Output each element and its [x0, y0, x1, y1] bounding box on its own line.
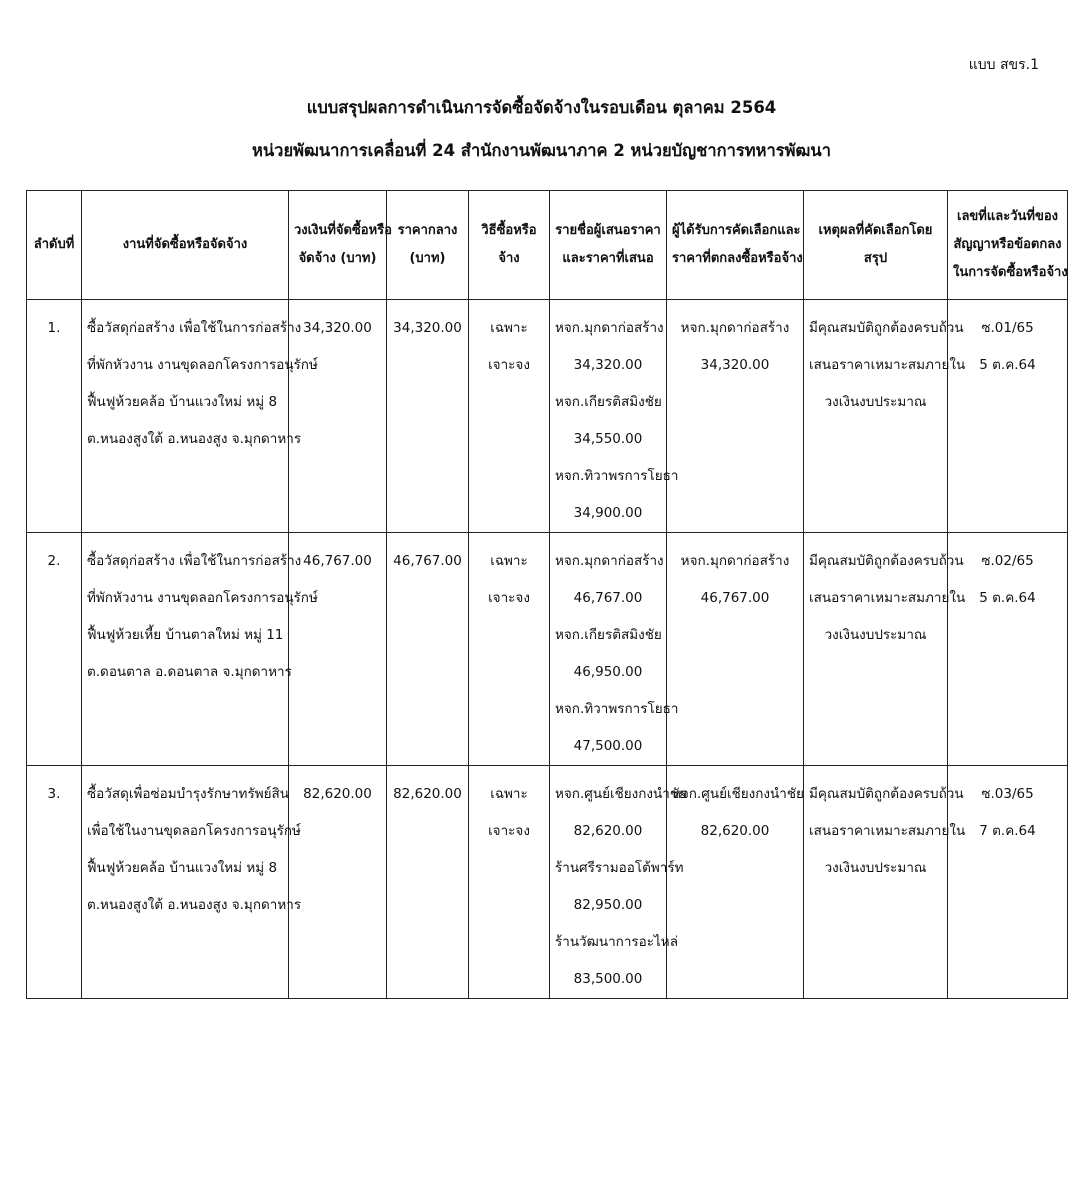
- cell-reason: มีคุณสมบัติถูกต้องครบถ้วน เสนอราคาเหมาะสมภายใน วงเงินงบประมาณ: [804, 766, 948, 999]
- cell-median-price: 34,320.00: [387, 300, 469, 533]
- cell-contract: ซ.03/65 7 ต.ค.64: [948, 766, 1068, 999]
- cell-seq: 3.: [27, 766, 82, 999]
- cell-median-price: 82,620.00: [387, 766, 469, 999]
- procurement-summary-table: [26, 190, 1068, 999]
- header-bidders: รายชื่อผู้เสนอราคา และราคาที่เสนอ: [550, 191, 667, 300]
- table-row: [27, 300, 1068, 533]
- header-contract: เลขที่และวันที่ของ สัญญาหรือข้อตกลง ในการจัดซื้อหรือจ้าง: [948, 191, 1068, 300]
- table-header-row: [27, 191, 1068, 300]
- cell-budget: 34,320.00: [289, 300, 387, 533]
- cell-bidders: หจก.ศูนย์เชียงกงนำชัย 82,620.00 ร้านศรีรามออโต้พาร์ท 82,950.00 ร้านวัฒนาการอะไหล่ 83,500.00: [550, 766, 667, 999]
- cell-work: ซื้อวัสดุก่อสร้าง เพื่อใช้ในการก่อสร้าง ที่พักหัวงาน งานขุดลอกโครงการอนุรักษ์ ฟื้นฟูห้วยเหี้ย บ้านตาลใหม่ หมู่ 11 ต.ดอนตาล อ.ดอนตาล จ.มุกดาหาร: [82, 533, 289, 766]
- cell-median-price: 46,767.00: [387, 533, 469, 766]
- cell-reason: มีคุณสมบัติถูกต้องครบถ้วน เสนอราคาเหมาะสมภายใน วงเงินงบประมาณ: [804, 300, 948, 533]
- document-title: แบบสรุปผลการดำเนินการจัดซื้อจัดจ้างในรอบเดือน ตุลาคม 2564: [306, 98, 777, 117]
- cell-contract: ซ.02/65 5 ต.ค.64: [948, 533, 1068, 766]
- cell-reason: มีคุณสมบัติถูกต้องครบถ้วน เสนอราคาเหมาะสมภายใน วงเงินงบประมาณ: [804, 533, 948, 766]
- header-work: งานที่จัดซื้อหรือจัดจ้าง: [82, 191, 289, 300]
- cell-budget: 82,620.00: [289, 766, 387, 999]
- cell-bidders: หจก.มุกดาก่อสร้าง 46,767.00 หจก.เกียรติสมิงชัย 46,950.00 หจก.ทิวาพรการโยธา 47,500.00: [550, 533, 667, 766]
- table-row: [27, 766, 1068, 999]
- cell-seq: 2.: [27, 533, 82, 766]
- cell-winner: หจก.ศูนย์เชียงกงนำชัย 82,620.00: [667, 766, 804, 999]
- cell-budget: 46,767.00: [289, 533, 387, 766]
- header-method: วิธีซื้อหรือจ้าง: [469, 191, 550, 300]
- cell-work: ซื้อวัสดุก่อสร้าง เพื่อใช้ในการก่อสร้าง ที่พักหัวงาน งานขุดลอกโครงการอนุรักษ์ ฟื้นฟูห้วยคล้อ บ้านแวงใหม่ หมู่ 8 ต.หนองสูงใต้ อ.หนองสูง จ.มุกดาหาร: [82, 300, 289, 533]
- cell-winner: หจก.มุกดาก่อสร้าง 46,767.00: [667, 533, 804, 766]
- cell-seq: 1.: [27, 300, 82, 533]
- cell-winner: หจก.มุกดาก่อสร้าง 34,320.00: [667, 300, 804, 533]
- cell-method: เฉพาะเจาะจง: [469, 300, 550, 533]
- header-reason: เหตุผลที่คัดเลือกโดยสรุป: [804, 191, 948, 300]
- header-seq: ลำดับที่: [27, 191, 82, 300]
- table-row: [27, 533, 1068, 766]
- header-budget: วงเงินที่จัดซื้อหรือ จัดจ้าง (บาท): [289, 191, 387, 300]
- cell-method: เฉพาะเจาะจง: [469, 766, 550, 999]
- form-code: แบบ สขร.1: [968, 57, 1039, 73]
- cell-work: ซื้อวัสดุเพื่อซ่อมบำรุงรักษาทรัพย์สิน เพื่อใช้ในงานขุดลอกโครงการอนุรักษ์ ฟื้นฟูห้วยคล้อ บ้านแวงใหม่ หมู่ 8 ต.หนองสูงใต้ อ.หนองสูง จ.มุกดาหาร: [82, 766, 289, 999]
- cell-contract: ซ.01/65 5 ต.ค.64: [948, 300, 1068, 533]
- cell-method: เฉพาะเจาะจง: [469, 533, 550, 766]
- header-median-price: ราคากลาง (บาท): [387, 191, 469, 300]
- cell-bidders: หจก.มุกดาก่อสร้าง 34,320.00 หจก.เกียรติสมิงชัย 34,550.00 หจก.ทิวาพรการโยธา 34,900.00: [550, 300, 667, 533]
- document-subtitle: หน่วยพัฒนาการเคลื่อนที่ 24 สำนักงานพัฒนาภาค 2 หน่วยบัญชาการทหารพัฒนา: [252, 141, 831, 160]
- header-winner: ผู้ได้รับการคัดเลือกและ ราคาที่ตกลงซื้อหรือจ้าง: [667, 191, 804, 300]
